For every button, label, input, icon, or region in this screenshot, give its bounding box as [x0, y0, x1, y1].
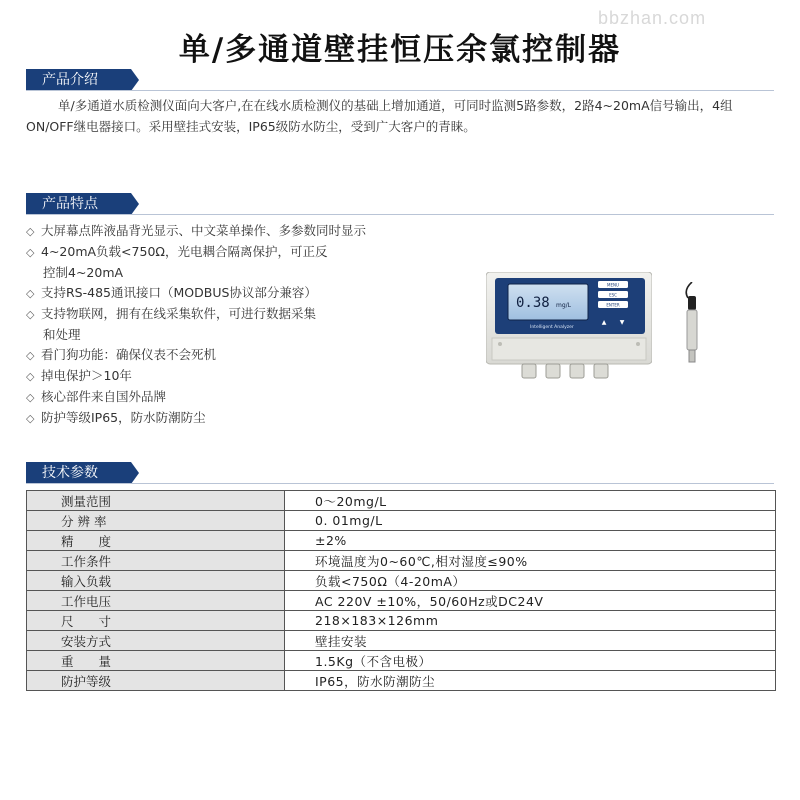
feature-list [26, 221, 466, 429]
section-heading-features [26, 193, 131, 215]
table-row [27, 551, 776, 571]
feature-text: 支持物联网，拥有在线采集软件，可进行数据采集 [41, 306, 317, 321]
feature-item [26, 408, 466, 429]
spec-value: 1.5Kg（不含电极） [285, 651, 776, 671]
table-row [27, 571, 776, 591]
feature-item [26, 283, 466, 304]
spec-label: 重 量 [27, 651, 285, 671]
section-heading-features-label: 产品特点 [42, 196, 98, 212]
section-heading-intro-label: 产品介绍 [42, 72, 98, 88]
spec-label: 测量范围 [27, 491, 285, 511]
cable-glands [522, 364, 608, 378]
spec-table [26, 490, 776, 691]
diamond-bullet-icon: ◇ [26, 349, 35, 362]
spec-label: 输入负载 [27, 571, 285, 591]
feature-text-continued: 和处理 [43, 327, 81, 342]
screw-icon [498, 342, 502, 346]
feature-item [26, 242, 466, 283]
feature-text: 4~20mA负载<750Ω，光电耦合隔离保护，可正反 [41, 244, 328, 259]
diamond-bullet-icon: ◇ [26, 287, 35, 300]
table-row [27, 671, 776, 691]
spec-label: 尺 寸 [27, 611, 285, 631]
chlorine-probe-image [680, 282, 704, 366]
feature-text: 看门狗功能：确保仪表不会死机 [41, 347, 217, 362]
table-row [27, 511, 776, 531]
section-divider [26, 483, 774, 484]
feature-text-continued: 控制4~20mA [43, 265, 124, 280]
spec-value: 0～20mg/L [285, 491, 776, 511]
spec-value: 负载<750Ω（4-20mA） [285, 571, 776, 591]
feature-text: 大屏幕点阵液晶背光显示、中文菜单操作、多参数同时显示 [41, 223, 367, 238]
diamond-bullet-icon: ◇ [26, 412, 35, 425]
table-row [27, 631, 776, 651]
spec-label: 工作条件 [27, 551, 285, 571]
spec-value: 218×183×126mm [285, 611, 776, 631]
spec-label: 工作电压 [27, 591, 285, 611]
section-heading-intro [26, 69, 131, 91]
feature-item [26, 387, 466, 408]
feature-item [26, 221, 466, 242]
arrow-down-icon: ▼ [619, 319, 625, 326]
intro-paragraph: 单/多通道水质检测仪面向大客户,在在线水质检测仪的基础上增加通道，可同时监测5路参数，2路4~20mA信号输出，4组ON/OFF继电器接口。采用壁挂式安装，IP65级防水防尘，受到广大客户的青睐。 [26, 98, 733, 134]
section-heading-specs [26, 462, 131, 484]
diamond-bullet-icon: ◇ [26, 370, 35, 383]
spec-value: 0. 01mg/L [285, 511, 776, 531]
lcd-unit: mg/L [556, 302, 572, 309]
diamond-bullet-icon: ◇ [26, 246, 35, 259]
feature-text: 核心部件来自国外品牌 [41, 389, 167, 404]
spec-label: 分 辨 率 [27, 511, 285, 531]
device-key-label: ESC [609, 292, 617, 298]
feature-text: 掉电保护＞10年 [41, 368, 132, 383]
table-row [27, 611, 776, 631]
section-heading-specs-label: 技术参数 [42, 465, 98, 481]
feature-text: 支持RS-485通讯接口（MODBUS协议部分兼容） [41, 285, 317, 300]
spec-value: AC 220V ±10%，50/60Hz或DC24V [285, 591, 776, 611]
section-divider [26, 214, 774, 215]
feature-text: 防护等级IP65，防水防潮防尘 [41, 410, 206, 425]
watermark: bbzhan.com [598, 8, 707, 28]
section-divider [26, 90, 774, 91]
spec-label: 安装方式 [27, 631, 285, 651]
spec-value: 壁挂安装 [285, 631, 776, 651]
feature-item [26, 345, 466, 366]
table-row [27, 531, 776, 551]
spec-value: 环境温度为0~60℃,相对湿度≤90% [285, 551, 776, 571]
table-row [27, 651, 776, 671]
arrow-up-icon: ▲ [601, 319, 607, 326]
spec-label: 防护等级 [27, 671, 285, 691]
spec-value: ±2% [285, 531, 776, 551]
table-row [27, 491, 776, 511]
spec-value: IP65，防水防潮防尘 [285, 671, 776, 691]
spec-label: 精 度 [27, 531, 285, 551]
diamond-bullet-icon: ◇ [26, 308, 35, 321]
controller-device-image [486, 272, 652, 386]
diamond-bullet-icon: ◇ [26, 391, 35, 404]
screw-icon [636, 342, 640, 346]
lcd-reading: 0.38 [516, 295, 550, 311]
device-brand: Intelligent Analyzer [530, 325, 574, 330]
page-title: 单/多通道壁挂恒压余氯控制器 [178, 32, 622, 68]
device-key-label: MENU [607, 282, 619, 288]
feature-item [26, 366, 466, 387]
diamond-bullet-icon: ◇ [26, 225, 35, 238]
table-row [27, 591, 776, 611]
device-key-label: ENTER [606, 302, 620, 308]
feature-item [26, 304, 466, 345]
